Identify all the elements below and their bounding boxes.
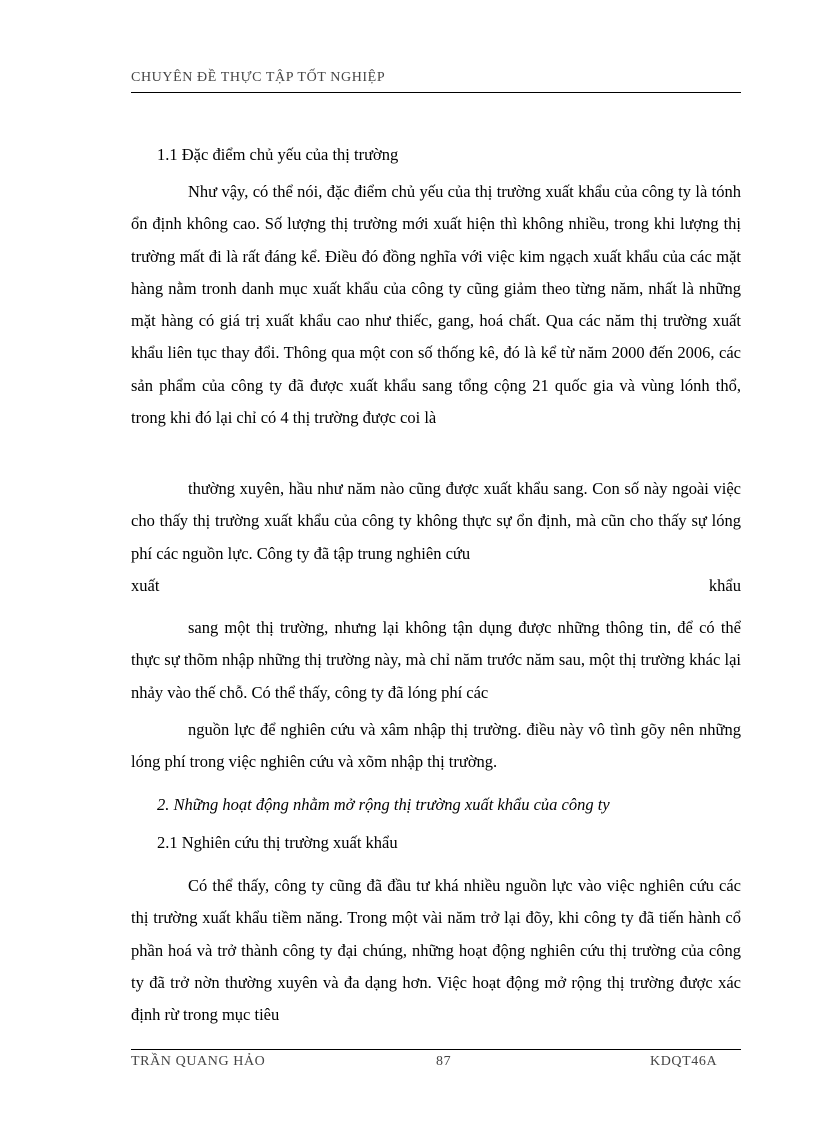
section-2-title: 2. Những hoạt động nhằm mở rộng thị trường xuất khẩu của công ty bbox=[157, 795, 610, 814]
paragraph-1 bbox=[131, 176, 741, 434]
section-2-1-title: 2.1 Nghiên cứu thị trường xuất khẩu bbox=[157, 833, 398, 852]
paragraph-2 bbox=[131, 473, 741, 570]
paragraph-5-text: Có thể thấy, công ty cũng đã đầu tư khá nhiều nguồn lực vào việc nghiên cứu các thị trường xuất khẩu tiềm năng. Trong một vài năm trở lại đõy, khi công ty đã tiến hành cổ phần hoá và trở thành công ty đại chúng, những hoạt động nghiên cứu thị trường của công ty đã trở nờn thường xuyên và đa dạng hơn. Việc hoạt động mở rộng thị trường được xác định rừ trong mục tiêu bbox=[131, 876, 741, 1025]
section-1-1-title: 1.1 Đặc điểm chủ yếu của thị trường bbox=[157, 145, 399, 164]
header-rule bbox=[131, 92, 741, 93]
paragraph-3-text: sang một thị trường, nhưng lại không tận dụng được những thông tin, để có thể thực sự thõm nhập những thị trường này, mà chỉ năm trước năm sau, một thị trường khác lại nhảy vào thế chỗ. Có thể thấy, công ty đã lóng phí các bbox=[131, 618, 741, 702]
paragraph-3 bbox=[131, 612, 741, 709]
split-line bbox=[131, 576, 741, 596]
split-line-left: xuất bbox=[131, 576, 160, 595]
paragraph-2-text: thường xuyên, hầu như năm nào cũng được xuất khẩu sang. Con số này ngoài việc cho thấy thị trường xuất khẩu của công ty không thực sự ổn định, mà cũn cho thấy sự lóng phí các nguồn lực. Công ty đã tập trung nghiên cứu bbox=[131, 479, 741, 563]
footer-page-number: 87 bbox=[436, 1054, 452, 1069]
footer-code: KDQT46A bbox=[650, 1054, 718, 1069]
paragraph-4-text: nguồn lực để nghiên cứu và xâm nhập thị trường. điều này vô tình gõy nên những lóng phí trong việc nghiên cứu và xõm nhập thị trường. bbox=[131, 720, 741, 772]
footer-rule bbox=[131, 1049, 741, 1050]
footer-author: TRẦN QUANG HẢO bbox=[131, 1054, 266, 1069]
paragraph-4 bbox=[131, 714, 741, 779]
paragraph-5 bbox=[131, 870, 741, 1031]
page-header-title: CHUYÊN ĐỀ THỰC TẬP TỐT NGHIỆP bbox=[131, 70, 386, 85]
split-line-right: khẩu bbox=[708, 576, 741, 595]
paragraph-1-text: Như vậy, có thể nói, đặc điểm chủ yếu của thị trường xuất khẩu của công ty là tónh ổn định không cao. Số lượng thị trường mới xuất hiện thì không nhiều, trong khi lượng thị trường mất đi là rất đáng kể. Điều đó đồng nghĩa với việc kim ngạch xuất khẩu của các mặt hàng nằm tronh danh mục xuất khẩu của công ty cũng giảm theo từng năm, nhất là những mặt hàng có giá trị xuất khẩu cao như thiếc, gang, hoá chất. Qua các năm thị trường xuất khẩu liên tục thay đổi. Thông qua một con số thống kê, đó là kể từ năm 2000 đến 2006, các sản phẩm của công ty đã được xuất khẩu sang tổng cộng 21 quốc gia và vùng lónh thổ, trong khi đó lại chỉ có 4 thị trường được coi là bbox=[131, 182, 741, 428]
